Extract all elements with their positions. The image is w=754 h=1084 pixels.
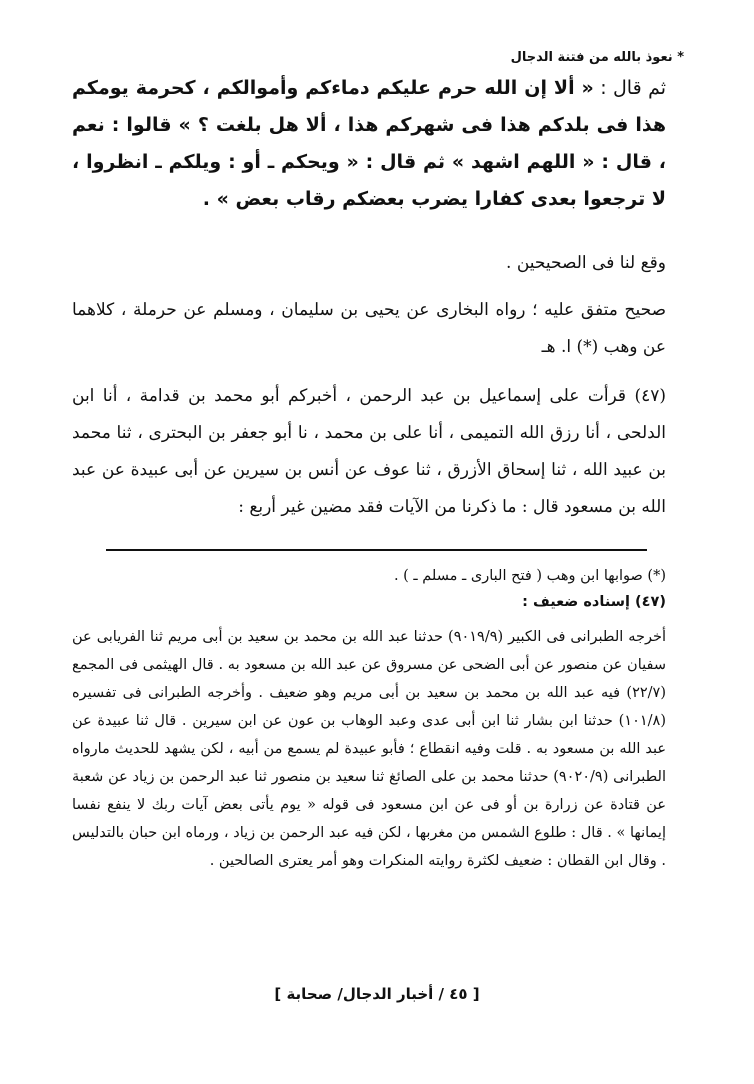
footnote-heading: (٤٧) إسناده ضعيف : xyxy=(522,594,666,610)
hadith-quote: « ألا إن الله حرم عليكم دماءكم وأموالكم ، كحرمة يومكم هذا فى بلدكم هذا فى شهركم هذا ، ألا هل بلغت ؟ » قالوا : نعم ، قال : « اللهم اشهد » ثم قال : « ويحكم ـ أو : ويلكم ـ انظروا ، لا ترجعوا بعدى كفارا يضرب بعضكم رقاب بعض » . xyxy=(72,77,666,210)
footnote-star: (*) صوابها ابن وهب ( فتح البارى ـ مسلم ـ ) . xyxy=(393,568,666,584)
paragraph-sahihayn: وقع لنا فى الصحيحين . xyxy=(506,253,666,273)
hadith-main-text xyxy=(72,70,666,218)
page-footer: [ ٤٥ / أخبار الدجال/ صحابة ] xyxy=(274,985,480,1003)
hadith-lead: ثم قال : xyxy=(593,77,666,99)
footnote-body: أخرجه الطبرانى فى الكبير (٩٠١٩/٩) حدثنا عبد الله بن محمد بن سعيد بن أبى مريم ثنا الفريابى عن سفيان عن منصور عن أبى الضحى عن مسروق عن عبد الله بن مسعود به . قال الهيثمى فى المجمع (٢٢/٧) فيه عبد الله بن محمد بن سعيد بن أبى مريم وهو ضعيف . وأخرجه الطبرانى فى تفسيره (١٠١/٨) حدثنا ابن بشار ثنا ابن أبى عدى وعبد الوهاب بن عون عن ابن سيرين . قال ثنا عبيدة عن عبد الله بن مسعود به . قلت وفيه انقطاع ؛ فأبو عبيدة لم يسمع من أبيه ، لكن يشهد للحديث مارواه الطبرانى (٩٠٢٠/٩) حدثنا محمد بن على الصائغ ثنا سعيد بن منصور ثنا عبد الرحمن بن زياد عن شعبة عن قتادة عن زرارة بن أو فى عن ابن مسعود فى قوله « يوم يأتى بعض آيات ربك لا ينفع نفسا إيمانها » . قال : طلوع الشمس من مغربها ، لكن فيه عبد الرحمن بن زياد ، ورماه ابن حبان بالتدليس . وقال ابن القطان : ضعيف لكثرة روايته المنكرات وهو أمر يعترى الصالحين . xyxy=(72,629,666,869)
running-head: * نعوذ بالله من فتنة الدجال xyxy=(510,50,684,65)
paragraph-muttafaq: صحيح متفق عليه ؛ رواه البخارى عن يحيى بن سليمان ، ومسلم عن حرملة ، كلاهما عن وهب (*) ا. هـ xyxy=(72,300,666,357)
paragraph-hadith-47: (٤٧) قرأت على إسماعيل بن عبد الرحمن ، أخبركم أبو محمد بن قدامة ، أنا ابن الدلحى ، أنا رزق الله التميمى ، أنا على بن محمد ، نا أبو جعفر بن البحترى ، ثنا محمد بن عبيد الله ، ثنا إسحاق الأزرق ، ثنا عوف عن أنس بن سيرين عن أبى عبيدة عن عبد الله بن مسعود قال : ما ذكرنا من الآيات فقد مضين غير أربع : xyxy=(72,386,666,517)
footnote-divider xyxy=(106,549,647,551)
